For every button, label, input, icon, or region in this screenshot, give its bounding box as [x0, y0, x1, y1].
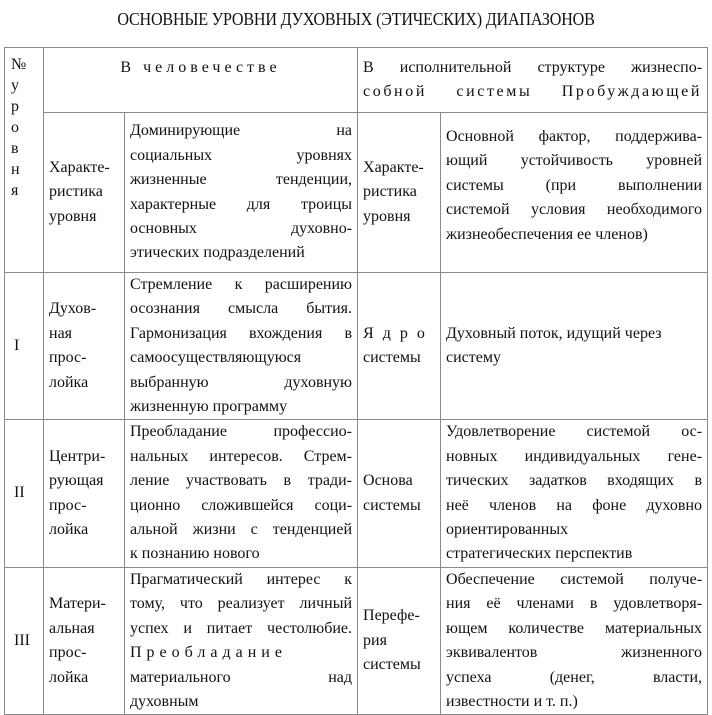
cell-line: прос-: [49, 644, 87, 662]
cell-line: ориентированных: [446, 521, 569, 539]
level-row: [5, 273, 708, 420]
cell-line: ная: [49, 324, 73, 342]
humanity-label-cell: [44, 113, 125, 273]
header-row: [5, 48, 708, 113]
cell-line: Перефе-: [363, 607, 420, 625]
cell-line: Гармонизация вхождения в: [130, 324, 353, 342]
level-row: [5, 420, 708, 567]
cell-line: системы: [363, 349, 421, 367]
cell-line: самоосуществляющуюся: [130, 349, 302, 367]
cell-line: Характе-: [363, 158, 424, 176]
cell-line: известности и т. п.): [446, 692, 578, 710]
characteristic-row: [5, 113, 708, 273]
system-label-cell: [358, 273, 441, 420]
cell-line: духовным: [130, 692, 199, 710]
cell-line: основных духовно-: [130, 219, 353, 237]
system-desc-cell: [441, 420, 708, 567]
cell-line: Основной фактор, поддержива-: [446, 128, 703, 145]
page-title: ОСНОВНЫЕ УРОВНИ ДУХОВНЫХ (ЭТИЧЕСКИХ) ДИАПАЗОНОВ: [117, 9, 595, 29]
header-text: о: [11, 119, 19, 136]
cell-line: систему: [446, 349, 501, 367]
cell-line: ление участвовать в тради-: [130, 472, 353, 490]
humanity-group-header: В человечестве: [44, 48, 358, 113]
humanity-label-cell: [44, 567, 125, 714]
cell-line: Центри-: [49, 447, 106, 465]
cell-line: социальных уровнях: [130, 146, 353, 164]
system-desc-cell: [441, 113, 708, 273]
header-text: н: [11, 161, 20, 178]
cell-line: альная: [49, 619, 95, 637]
cell-line: Ядро: [363, 324, 434, 342]
cell-line: ющем количестве материальных: [446, 619, 703, 637]
cell-line: выбранную духовную: [130, 373, 353, 391]
cell-line: новных индивидуальных гене-: [446, 447, 703, 465]
cell-line: Духовный поток, идущий через: [446, 324, 662, 342]
cell-line: тому, что реализует личный: [130, 595, 353, 613]
cell-line: стратегических перспектив: [446, 545, 633, 563]
cell-line: Матери-: [49, 595, 106, 613]
humanity-label-cell: [44, 273, 125, 420]
cell-line: материального над: [130, 668, 353, 686]
cell-line: этических подразделений: [130, 244, 305, 262]
humanity-desc-cell: [125, 420, 358, 567]
header-text: у: [11, 77, 19, 94]
cell-line: ющий устойчивость уровней: [446, 152, 703, 170]
humanity-desc-cell: [125, 567, 358, 714]
level-number: I: [5, 273, 44, 420]
cell-line: жизнеобеспечения ее членов): [446, 225, 648, 243]
cell-line: ния её членами в удовлетворя-: [446, 595, 703, 613]
cell-line: Преобладание профессио-: [130, 423, 353, 441]
cell-line: уровня: [363, 207, 411, 225]
cell-line: эквивалентов жизненного: [446, 644, 703, 662]
cell-line: Характе-: [49, 158, 110, 176]
cell-line: системы: [363, 656, 421, 674]
cell-line: ристика: [49, 183, 103, 201]
cell-line: Обеспечение системой получе-: [446, 570, 703, 588]
cell-line: лойка: [49, 521, 89, 539]
cell-line: к познанию нового: [130, 545, 260, 563]
cell-line: характерные для троицы: [130, 195, 353, 213]
cell-line: успех и питает честолюбие.: [130, 619, 353, 637]
cell-line: Доминирующие на: [130, 122, 353, 140]
cell-line: жизненные тенденции,: [130, 171, 353, 189]
cell-line: ристика: [363, 183, 417, 201]
cell-line: Основа: [363, 472, 413, 490]
header-text: я: [11, 182, 19, 199]
cell-line: прос-: [49, 496, 87, 514]
cell-line: Духов-: [49, 300, 97, 318]
system-label-cell: [358, 420, 441, 567]
cell-line: жизненную программу: [130, 398, 288, 416]
system-label-cell: [358, 113, 441, 273]
cell-line: системой условия необходимого: [446, 201, 703, 219]
level-number: II: [5, 420, 44, 567]
cell-line: системы: [363, 496, 421, 514]
header-text: №: [11, 56, 27, 73]
level-row: [5, 567, 708, 714]
header-line: собной системы Пробуждающей: [363, 83, 703, 101]
cell-line: системы (при выполнении: [446, 176, 703, 194]
header-text: в: [11, 140, 19, 157]
system-group-header: [358, 48, 708, 113]
cell-line: Удовлетворение системой ос-: [446, 423, 703, 441]
cell-line: рующая: [49, 472, 104, 490]
spiritual-levels-table: [4, 47, 708, 715]
system-label-cell: [358, 567, 441, 714]
humanity-label-cell: [44, 420, 125, 567]
cell-line: Преобладание: [130, 644, 287, 662]
level-number-header: [5, 48, 44, 273]
humanity-desc-cell: [125, 113, 358, 273]
cell-line: ционно сложившейся соци-: [130, 496, 353, 514]
system-desc-cell: [441, 567, 708, 714]
header-text: р: [11, 98, 19, 115]
cell-line: неё членов на фоне духовно: [446, 496, 703, 514]
cell-line: рия: [363, 631, 387, 649]
cell-line: нальных интересов. Стрем-: [130, 447, 353, 465]
cell-line: Прагматический интерес к: [130, 570, 353, 588]
cell-line: успеха (денег, власти,: [446, 668, 703, 686]
cell-line: альной жизни с тенденцией: [130, 521, 353, 539]
cell-line: прос-: [49, 349, 87, 367]
cell-line: тических задатков входящих в: [446, 472, 703, 490]
header-line: В исполнительной структуре жизнеспо-: [363, 59, 703, 76]
humanity-desc-cell: [125, 273, 358, 420]
cell-line: лойка: [49, 373, 89, 391]
cell-line: лойка: [49, 668, 89, 686]
system-desc-cell: [441, 273, 708, 420]
cell-line: Стремление к расширению: [130, 276, 353, 293]
cell-line: осознания смысла бытия.: [130, 300, 353, 318]
level-number: III: [5, 567, 44, 714]
cell-line: уровня: [49, 207, 97, 225]
